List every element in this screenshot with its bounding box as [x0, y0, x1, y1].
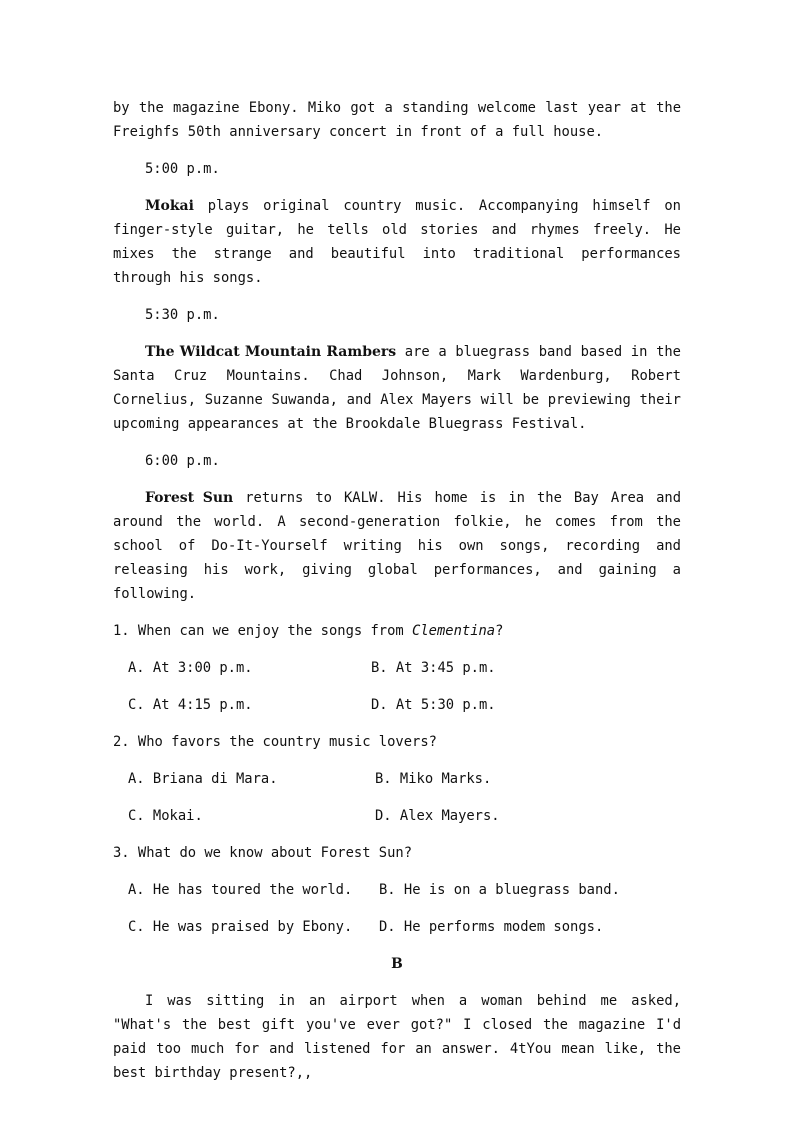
section-b-paragraph: I was sitting in an airport when a woman behind me asked, "What's the best gift you've ever got?" I closed the magazine I'd paid too much for and listened for an answer. 4tYou mean like, the best birthday present?,, [113, 993, 681, 1081]
performer-name: Forest Sun [145, 490, 234, 506]
time-label: 5:00 p.m. [145, 161, 220, 177]
option-b: B. Miko Marks. [375, 771, 492, 787]
performer-name: The Wildcat Mountain Rambers [145, 344, 397, 360]
time-label: 6:00 p.m. [145, 453, 220, 469]
option-row [113, 878, 681, 902]
option-d: D. At 5:30 p.m. [371, 697, 496, 713]
performer-name: Mokai [145, 198, 194, 214]
option-c: C. At 4:15 p.m. [128, 697, 253, 713]
option-a: A. At 3:00 p.m. [128, 660, 253, 676]
forest-sun-paragraph [113, 486, 681, 606]
option-row [113, 915, 681, 939]
option-row [113, 804, 681, 828]
mokai-paragraph [113, 194, 681, 290]
paragraph-text: returns to KALW. His home is in the Bay Area and around the world. A second-generation folkie, he comes from the school of Do-It-Yourself writing his own songs, recording and releasing his work, giving global performances, and gaining a following. [113, 490, 681, 602]
paragraph-text: are a bluegrass band based in the Santa Cruz Mountains. Chad Johnson, Mark Wardenburg, Robert Cornelius, Suzanne Suwanda, and Alex Mayers will be previewing their upcoming appearances at the Brookdale Bluegrass Festival. [113, 344, 681, 432]
option-d: D. Alex Mayers. [375, 808, 500, 824]
question-stem [113, 619, 681, 643]
option-a: A. Briana di Mara. [128, 771, 278, 787]
option-row [113, 767, 681, 791]
miko-paragraph-continued: by the magazine Ebony. Miko got a standing welcome last year at the Freighfs 50th anniversary concert in front of a full house. [113, 100, 681, 140]
option-row [113, 693, 681, 717]
question-stem: 3. What do we know about Forest Sun? [113, 845, 413, 861]
question-stem: 2. Who favors the country music lovers? [113, 734, 437, 750]
time-label: 5:30 p.m. [145, 307, 220, 323]
option-c: C. He was praised by Ebony. [128, 919, 353, 935]
option-a: A. He has toured the world. [128, 882, 353, 898]
section-heading: B [391, 956, 403, 972]
question-mark: ? [495, 623, 504, 639]
question-text: 1. When can we enjoy the songs from [113, 623, 413, 639]
option-c: C. Mokai. [128, 808, 203, 824]
option-row [113, 656, 681, 680]
paragraph-text: plays original country music. Accompanying himself on finger-style guitar, he tells old stories and rhymes freely. He mixes the strange and beautiful into traditional performances through his songs. [113, 198, 681, 286]
option-b: B. At 3:45 p.m. [371, 660, 496, 676]
option-b: B. He is on a bluegrass band. [379, 882, 620, 898]
document-page [113, 96, 681, 1098]
wildcat-paragraph [113, 340, 681, 436]
option-d: D. He performs modem songs. [379, 919, 604, 935]
italic-title: Clementina [412, 623, 496, 639]
